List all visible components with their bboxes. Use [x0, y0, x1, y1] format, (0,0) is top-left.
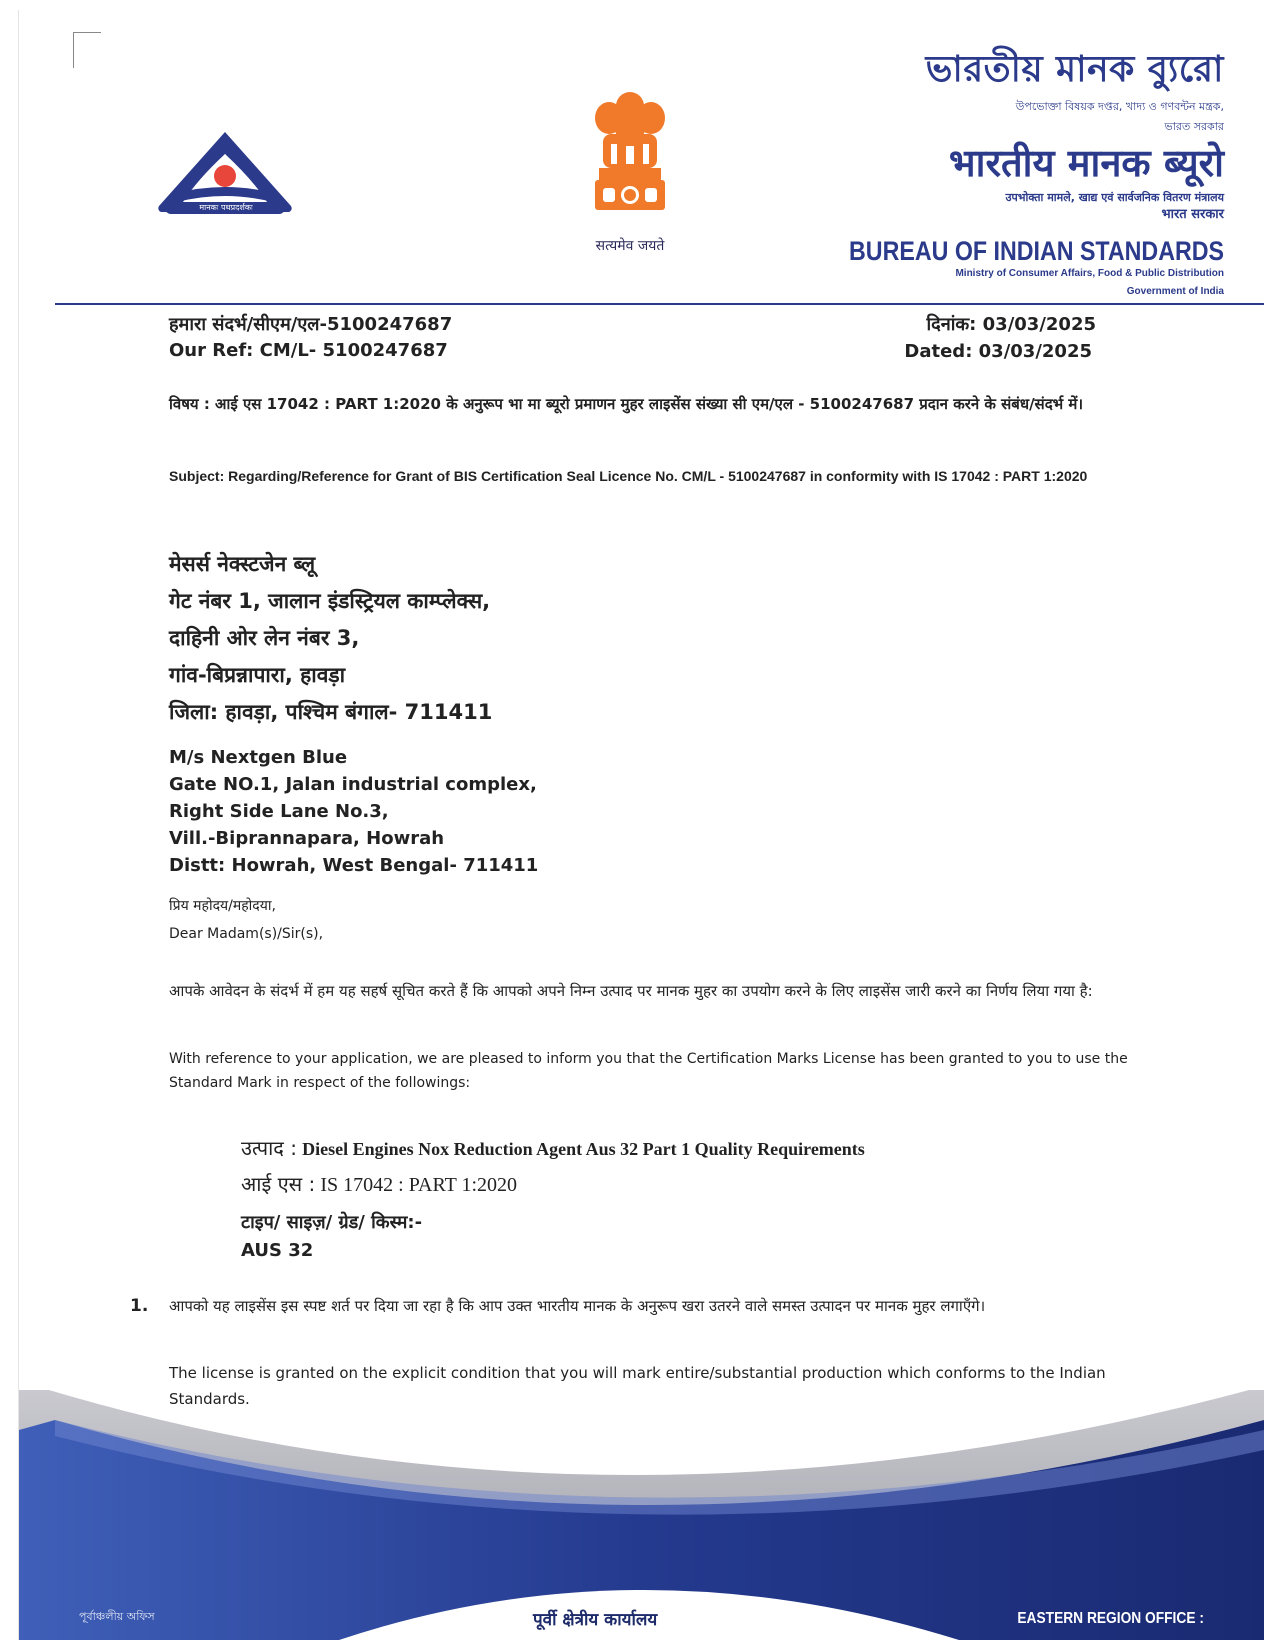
national-emblem: [575, 88, 685, 255]
footer-english: EASTERN REGION OFFICE :: [1017, 1610, 1204, 1627]
english-title: BUREAU OF INDIAN STANDARDS: [849, 236, 1224, 266]
address-hindi-line: मेसर्स नेक्स्टजेन ब्लू: [169, 552, 316, 576]
bengali-government: ভারত সরকার: [1164, 120, 1224, 133]
address-english-line: M/s Nextgen Blue: [169, 747, 348, 768]
address-hindi-line: दाहिनी ओर लेन नंबर 3,: [169, 626, 360, 650]
product-row: [241, 1134, 865, 1161]
address-hindi-line: जिला: हावड़ा, पश्चिम बंगाल- 711411: [169, 700, 493, 724]
english-government: Government of India: [1126, 286, 1224, 297]
address-hindi-line: गांव-बिप्रन्नापारा, हावड़ा: [169, 663, 346, 687]
hindi-title: भारतीय मानक ब्यूरो: [948, 140, 1224, 185]
english-ministry: Ministry of Consumer Affairs, Food & Public Distribution: [955, 268, 1224, 279]
address-english-line: Gate NO.1, Jalan industrial complex,: [169, 774, 537, 795]
standard-value: IS 17042 : PART 1:2020: [320, 1174, 518, 1196]
standard-label: आई एस :: [241, 1172, 316, 1196]
address-hindi-line: गेट नंबर 1, जालान इंडस्ट्रियल काम्प्लेक्स,: [169, 589, 491, 613]
hindi-ministry: उपभोक्ता मामले, खाद्य एवं सार्वजनिक वितरण मंत्रालय: [1005, 191, 1224, 204]
footer-hindi: पूर्वी क्षेत्रीय कार्यालय: [533, 1610, 658, 1630]
date-english: Dated: 03/03/2025: [904, 341, 1092, 362]
reference-hindi: हमारा संदर्भ/सीएम/एल-5100247687: [169, 314, 453, 335]
salutation-english: Dear Madam(s)/Sir(s),: [169, 926, 324, 942]
type-value: AUS 32: [241, 1240, 314, 1261]
subject-hindi: विषय : आई एस 17042 : PART 1:2020 के अनुरूप भा मा ब्यूरो प्रमाणन मुहर लाइसेंस संख्या सी एम/एल - 5100247687 प्रदान करने के संबंध/संदर्भ में।: [169, 395, 1084, 413]
body-english: With reference to your application, we are pleased to inform you that the Certification Marks License has been granted to you to use the Standard Mark in respect of the followings:: [169, 1051, 1128, 1091]
footer-bengali: পূর্বাঞ্চলীয় অফিস: [79, 1610, 155, 1623]
scan-corner-mark-vertical: [73, 32, 74, 68]
product-label: उत्पाद :: [241, 1136, 298, 1160]
bengali-title: ভারতীয় মানক ব্যুরো: [925, 48, 1224, 90]
ashoka-emblem-icon: [585, 88, 675, 228]
scan-corner-mark: [73, 32, 101, 33]
condition-english: The license is granted on the explicit condition that you will mark entire/substantial production which conforms to the Indian Standards.: [169, 1364, 1106, 1408]
reference-english: Our Ref: CM/L- 5100247687: [169, 340, 448, 361]
letter-page: [18, 10, 1264, 1640]
standard-row: [241, 1170, 517, 1197]
salutation-hindi: प्रिय महोदय/महोदया,: [169, 898, 276, 914]
address-english-line: Vill.-Biprannapara, Howrah: [169, 828, 445, 849]
bis-logo-text: मानकः पथप्रदर्शकः: [199, 203, 253, 212]
address-english: [169, 744, 538, 879]
header-divider: [55, 303, 1264, 305]
emblem-motto: सत्यमेव जयते: [595, 238, 665, 254]
address-english-line: Right Side Lane No.3,: [169, 801, 389, 822]
type-label: टाइप/ साइज़/ ग्रेड/ किस्म:-: [241, 1212, 423, 1233]
subject-english: Subject: Regarding/Reference for Grant of BIS Certification Seal Licence No. CM/L - 5100247687 in conformity with IS 17042 : PART 1:2020: [169, 468, 1088, 484]
address-hindi: [169, 546, 492, 731]
footer-wave-decoration: [19, 1390, 1264, 1640]
body-hindi: आपके आवेदन के संदर्भ में हम यह सहर्ष सूचित करते हैं कि आपको अपने निम्न उत्पाद पर मानक मुहर का उपयोग करने के लिए लाइसेंस जारी करने का निर्णय लिया गया है:: [169, 982, 1093, 1000]
address-english-line: Distt: Howrah, West Bengal- 711411: [169, 855, 539, 876]
condition-hindi: आपको यह लाइसेंस इस स्पष्ट शर्त पर दिया जा रहा है कि आप उक्त भारतीय मानक के अनुरूप खरा उतरने वाले समस्त उत्पादन पर मानक मुहर लगाएँगे।: [169, 1297, 986, 1315]
bengali-ministry: উপভোক্তা বিষয়ক দপ্তর, খাদ্য ও গণবন্টন মন্ত্রক,: [1015, 100, 1224, 113]
hindi-government: भारत सरकार: [1161, 207, 1224, 222]
bis-logo: [155, 128, 295, 228]
product-value: Diesel Engines Nox Reduction Agent Aus 32 Part 1 Quality Requirements: [302, 1139, 865, 1159]
date-hindi: दिनांक: 03/03/2025: [926, 314, 1096, 335]
condition-number: 1.: [130, 1296, 149, 1316]
